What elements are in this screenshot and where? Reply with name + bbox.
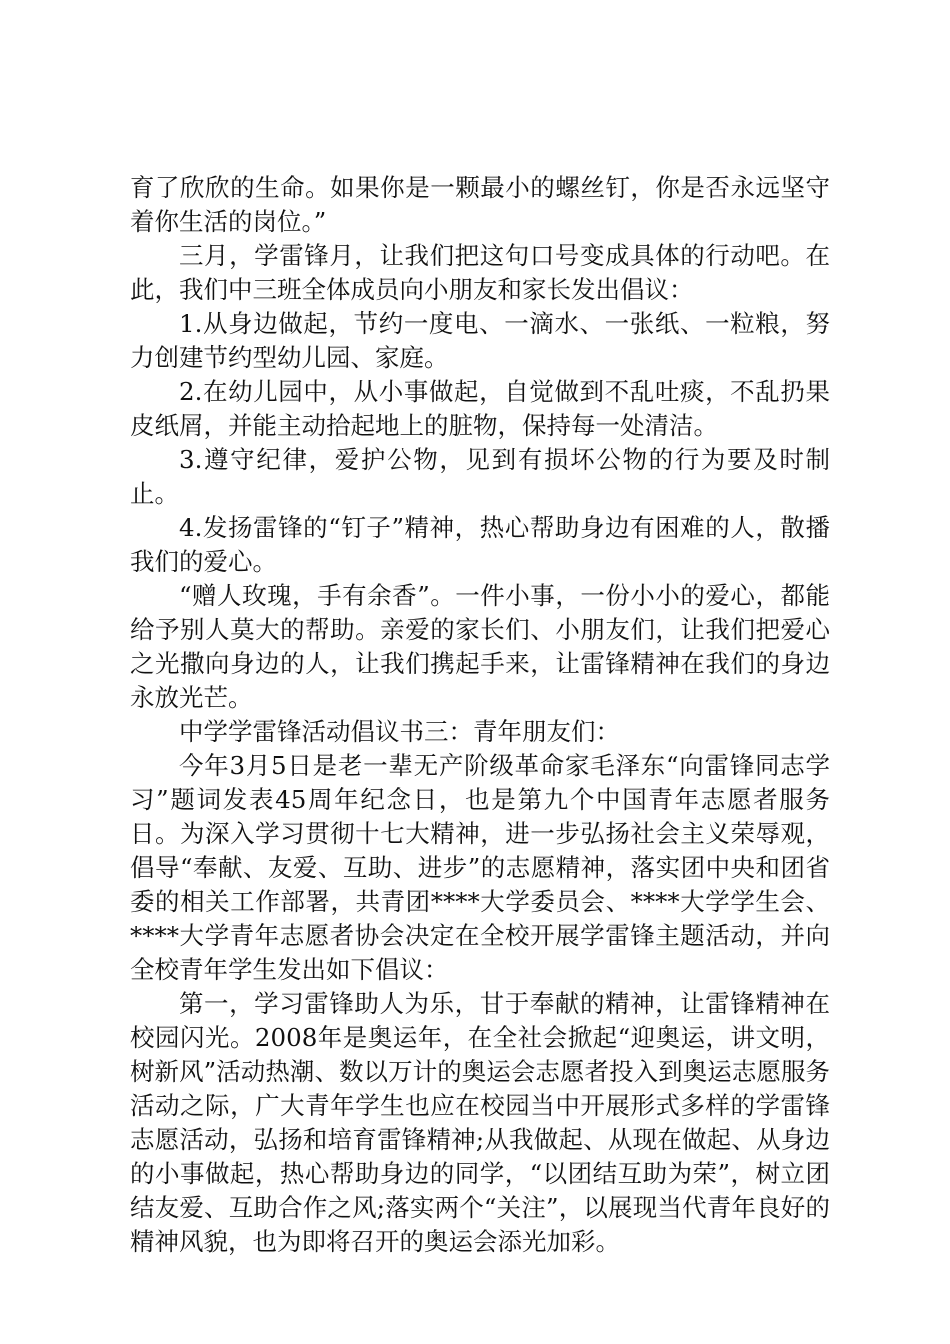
paragraph-item-3: 3.遵守纪律，爱护公物，见到有损坏公物的行为要及时制止。 — [130, 445, 830, 508]
paragraph-proposal-three-heading: 中学学雷锋活动倡议书三：青年朋友们： — [179, 717, 620, 746]
paragraph-item-2: 2.在幼儿园中，从小事做起，自觉做到不乱吐痰，不乱扔果皮纸屑，并能主动拾起地上的脏物，保持每一处清洁。 — [130, 377, 830, 440]
paragraph-item-4: 4.发扬雷锋的“钉子”精神，热心帮助身边有困难的人，散播我们的爱心。 — [130, 513, 830, 576]
paragraph-first-proposal: 第一，学习雷锋助人为乐，甘于奉献的精神，让雷锋精神在校园闪光。2008年是奥运年，在全社会掀起“迎奥运，讲文明，树新风”活动热潮、数以万计的奥运会志愿者投入到奥运志愿服务活动之际，广大青年学生也应在校园当中开展形式多样的学雷锋志愿活动，弘扬和培育雷锋精神;从我做起、从现在做起、从身边的小事做起，热心帮助身边的同学，“以团结互助为荣”，树立团结友爱、互助合作之风;落实两个“关注”，以展现当代青年良好的精神风貌，也为即将召开的奥运会添光加彩。 — [130, 989, 830, 1256]
paragraph-anniversary: 今年3月5日是老一辈无产阶级革命家毛泽东“向雷锋同志学习”题词发表45周年纪念日，也是第九个中国青年志愿者服务日。为深入学习贯彻十七大精神，进一步弘扬社会主义荣辱观，倡导“奉献、友爱、互助、进步”的志愿精神，落实团中央和团省委的相关工作部署，共青团****大学委员会、****大学学生会、****大学青年志愿者协会决定在全校开展学雷锋主题活动，并向全校青年学生发出如下倡议： — [130, 751, 830, 984]
paragraph-item-1: 1.从身边做起，节约一度电、一滴水、一张纸、一粒粮，努力创建节约型幼儿园、家庭。 — [130, 309, 830, 372]
paragraph-continuation: 育了欣欣的生命。如果你是一颗最小的螺丝钉，你是否永远坚守着你生活的岗位。” — [130, 173, 830, 236]
paragraph-rose-quote: “赠人玫瑰，手有余香”。一件小事，一份小小的爱心，都能给予别人莫大的帮助。亲爱的家长们、小朋友们，让我们把爱心之光撒向身边的人，让我们携起手来，让雷锋精神在我们的身边永放光芒。 — [130, 581, 830, 712]
paragraph-march-initiative: 三月，学雷锋月，让我们把这句口号变成具体的行动吧。在此，我们中三班全体成员向小朋友和家长发出倡议： — [130, 241, 830, 304]
document-body — [130, 171, 830, 1259]
